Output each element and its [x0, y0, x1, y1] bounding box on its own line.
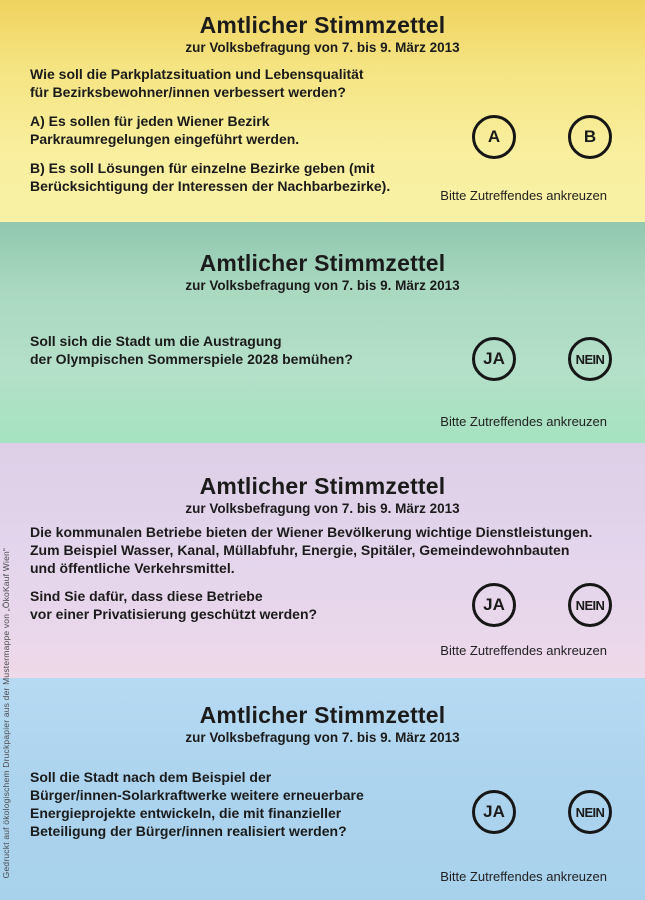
ballot-olympia — [0, 222, 645, 443]
option-a-line: A) Es sollen für jeden Wiener Bezirk — [30, 113, 270, 129]
choice-circle-ja[interactable]: JA — [472, 790, 516, 834]
question-line: Soll sich die Stadt um die Austragung — [30, 333, 282, 349]
question-line: Beteiligung der Bürger/innen realisiert werden? — [30, 823, 347, 839]
ballot-subtitle: zur Volksbefragung von 7. bis 9. März 2013 — [185, 278, 460, 293]
intro-line: und öffentliche Verkehrsmittel. — [30, 560, 235, 576]
choice-circle-a[interactable]: A — [472, 115, 516, 159]
ballot-subtitle: zur Volksbefragung von 7. bis 9. März 2013 — [185, 40, 460, 55]
ballot-title: Amtlicher Stimmzettel — [199, 473, 446, 499]
question-line: Wie soll die Parkplatzsituation und Lebensqualität — [30, 66, 364, 82]
instruction-note: Bitte Zutreffendes ankreuzen — [440, 643, 607, 658]
choice-circle-nein[interactable]: NEIN — [568, 583, 612, 627]
ballot-subtitle: zur Volksbefragung von 7. bis 9. März 2013 — [185, 501, 460, 516]
question-line: der Olympischen Sommerspiele 2028 bemühen? — [30, 351, 353, 367]
option-b-text — [30, 159, 455, 195]
option-a-text — [30, 112, 455, 148]
question-line: vor einer Privatisierung geschützt werden? — [30, 606, 318, 622]
intro-line: Die kommunalen Betriebe bieten der Wiener Bevölkerung wichtige Dienstleistungen. — [30, 524, 593, 540]
option-a-line: Parkraumregelungen eingeführt werden. — [30, 131, 300, 147]
question-line: Soll die Stadt nach dem Beispiel der — [30, 769, 272, 785]
choice-circle-nein[interactable]: NEIN — [568, 337, 612, 381]
choice-circle-ja[interactable]: JA — [472, 337, 516, 381]
ballot-title: Amtlicher Stimmzettel — [199, 250, 446, 276]
question-line: für Bezirksbewohner/innen verbessert werden? — [30, 84, 346, 100]
ballot-subtitle: zur Volksbefragung von 7. bis 9. März 2013 — [185, 730, 460, 745]
choice-circles — [472, 115, 612, 159]
question-text — [30, 768, 455, 840]
ballot-title: Amtlicher Stimmzettel — [199, 12, 446, 38]
option-b-line: B) Es soll Lösungen für einzelne Bezirke geben (mit — [30, 160, 375, 176]
question-line: Energieprojekte entwickeln, die mit finanzieller — [30, 805, 342, 821]
ballot-solar — [0, 678, 645, 900]
question-line: Bürger/innen-Solarkraftwerke weitere erneuerbare — [30, 787, 364, 803]
question-text — [30, 65, 455, 101]
ballot-privatisierung — [0, 443, 645, 678]
option-b-line: Berücksichtigung der Interessen der Nachbarbezirke). — [30, 178, 391, 194]
instruction-note: Bitte Zutreffendes ankreuzen — [440, 869, 607, 884]
choice-circle-b[interactable]: B — [568, 115, 612, 159]
choice-circles — [472, 337, 612, 381]
instruction-note: Bitte Zutreffendes ankreuzen — [440, 188, 607, 203]
intro-text — [30, 523, 635, 577]
ballot-parkraum — [0, 0, 645, 222]
question-text — [30, 332, 455, 368]
instruction-note: Bitte Zutreffendes ankreuzen — [440, 414, 607, 429]
question-line: Sind Sie dafür, dass diese Betriebe — [30, 588, 263, 604]
choice-circle-ja[interactable]: JA — [472, 583, 516, 627]
choice-circles — [472, 790, 612, 834]
ballot-title: Amtlicher Stimmzettel — [199, 702, 446, 728]
intro-line: Zum Beispiel Wasser, Kanal, Müllabfuhr, Energie, Spitäler, Gemeindewohnbauten — [30, 542, 570, 558]
eco-print-note: Gedruckt auf ökologischem Druckpapier aus der Mustermappe von „ÖkoKauf Wien“ — [1, 547, 11, 878]
choice-circle-nein[interactable]: NEIN — [568, 790, 612, 834]
question-text — [30, 587, 455, 623]
choice-circles — [472, 583, 612, 627]
